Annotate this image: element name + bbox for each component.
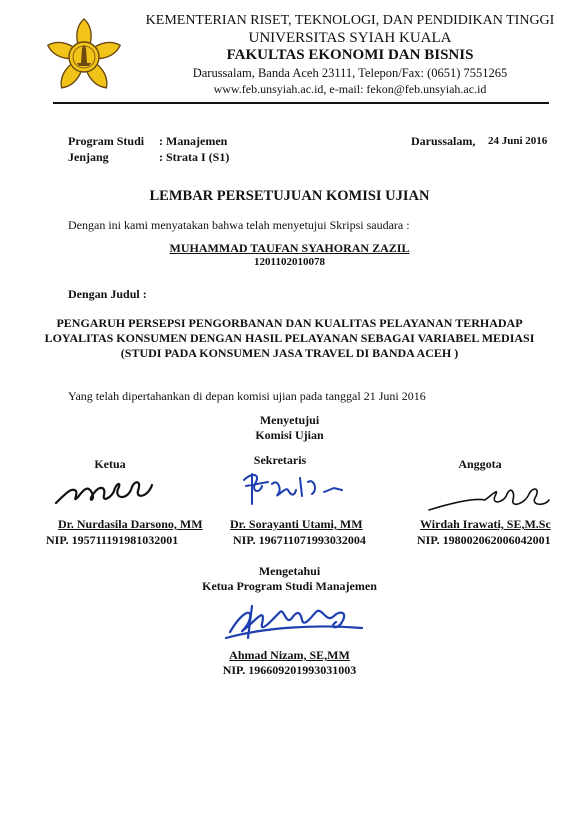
defense-text: Yang telah dipertahankan di depan komisi ujian pada tanggal 21 Juni 2016 (68, 389, 426, 403)
chair-signature (52, 473, 182, 513)
document-title: LEMBAR PERSETUJUAN KOMISI UJIAN (149, 188, 430, 204)
document-date: 24 Juni 2016 (488, 135, 548, 147)
member-nip: NIP. 198002062006042001 (417, 533, 551, 547)
member-signature (425, 480, 555, 520)
secretary-signature (238, 468, 358, 510)
role-chair: Ketua (94, 457, 126, 471)
level-label: Jenjang (68, 150, 109, 164)
header-divider (53, 102, 549, 104)
program-head-title: Ketua Program Studi Manajemen (202, 579, 377, 593)
committee-heading: Komisi Ujian (255, 428, 324, 442)
head-name: Ahmad Nizam, SE,MM (229, 648, 350, 662)
thesis-title-line: (STUDI PADA KONSUMEN JASA TRAVEL DI BANDA ACEH ) (120, 346, 459, 360)
approve-heading: Menyetujui (259, 413, 320, 427)
student-id: 1201102010078 (254, 256, 325, 268)
place-label: Darussalam, (411, 134, 476, 148)
program-value: : Manajemen (159, 134, 228, 148)
head-signature (222, 598, 372, 646)
member-name: Wirdah Irawati, SE,M.Sc (420, 517, 551, 531)
thesis-title-line: PENGARUH PERSEPSI PENGORBANAN DAN KUALITAS PELAYANAN TERHADAP (56, 316, 523, 330)
university-name: UNIVERSITAS SYIAH KUALA (248, 30, 452, 46)
role-member: Anggota (458, 457, 502, 471)
university-logo (44, 16, 124, 96)
level-value: : Strata I (S1) (159, 150, 230, 164)
faculty-contact: www.feb.unsyiah.ac.id, e-mail: fekon@feb.unsyiah.ac.id (213, 82, 487, 96)
faculty-name: FAKULTAS EKONOMI DAN BISNIS (226, 47, 474, 63)
thesis-title-line: LOYALITAS KONSUMEN DENGAN HASIL PELAYANAN SEBAGAI VARIABEL MEDIASI (44, 331, 535, 345)
ministry-name: KEMENTERIAN RISET, TEKNOLOGI, DAN PENDIDIKAN TINGGI (145, 13, 555, 28)
program-label: Program Studi (68, 134, 145, 148)
secretary-name: Dr. Sorayanti Utami, MM (230, 517, 363, 531)
faculty-address: Darussalam, Banda Aceh 23111, Telepon/Fax: (0651) 7551265 (192, 66, 508, 80)
secretary-nip: NIP. 196711071993032004 (233, 533, 366, 547)
student-name: MUHAMMAD TAUFAN SYAHORAN ZAZIL (169, 241, 410, 255)
head-nip: NIP. 196609201993031003 (222, 663, 357, 677)
known-heading: Mengetahui (258, 564, 321, 578)
intro-text: Dengan ini kami menyatakan bahwa telah menyetujui Skripsi saudara : (68, 218, 410, 232)
chair-nip: NIP. 195711191981032001 (46, 533, 179, 547)
chair-name: Dr. Nurdasila Darsono, MM (58, 517, 203, 531)
role-secretary: Sekretaris (253, 453, 307, 467)
judul-label: Dengan Judul : (68, 287, 147, 301)
